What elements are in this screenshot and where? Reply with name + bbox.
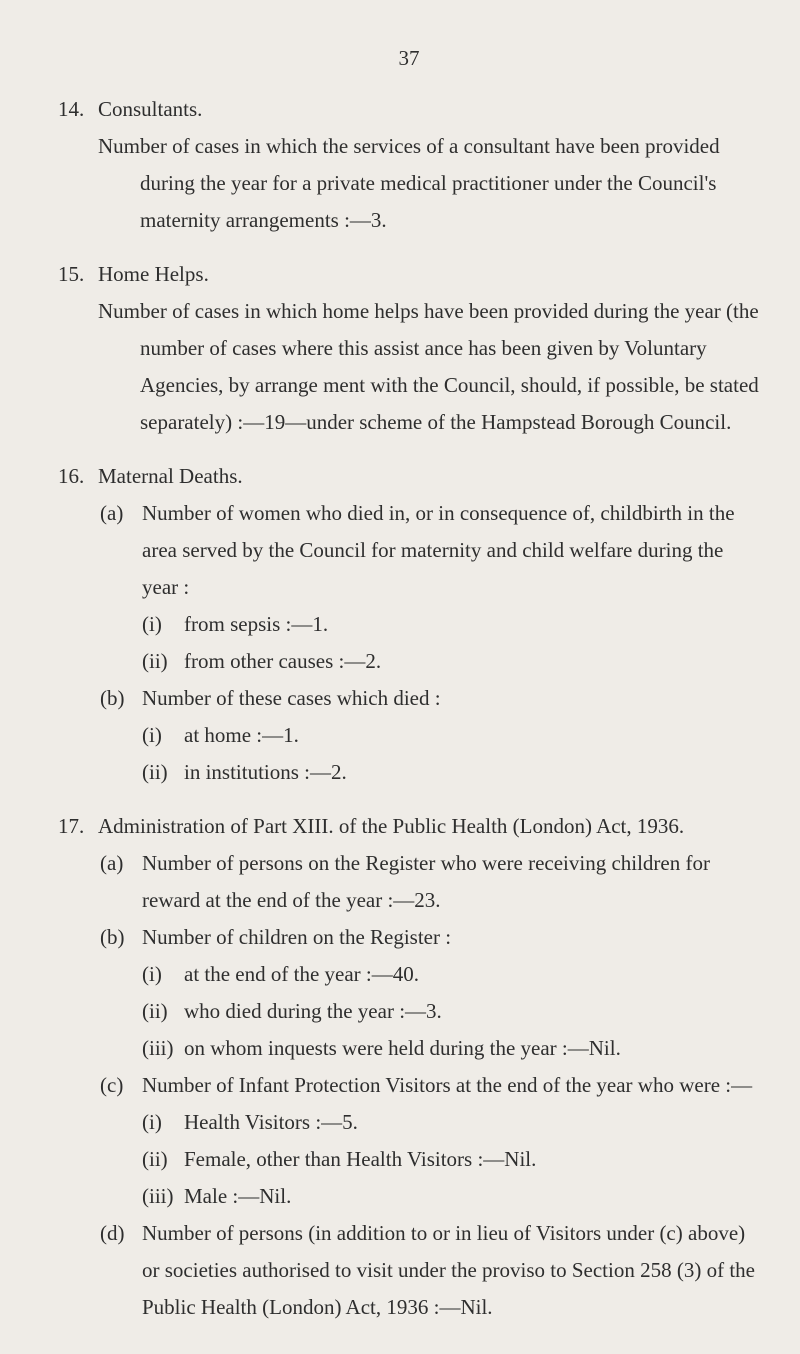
subitem [142, 1141, 760, 1178]
section-14 [58, 91, 760, 239]
section-heading [58, 458, 760, 495]
subitem [142, 754, 760, 791]
section-heading [58, 91, 760, 128]
subitem-text: from sepsis :—1. [184, 612, 329, 636]
item-text: Number of Infant Protection Visitors at the end of the year who were :— [142, 1073, 753, 1097]
subitem [142, 643, 760, 680]
subitem-text: Male :—Nil. [184, 1184, 292, 1208]
item-a [100, 495, 760, 606]
section-title: Maternal Deaths. [98, 464, 243, 488]
subitem [142, 1178, 760, 1215]
section-text: Number of cases in which home helps have been provided during the year (the number of cases where this assist ance has been given by Voluntary Agencies, by arrange ment with the Council, should, if possible, be stated separately) :—19—under scheme of the Hampstead Borough Council. [98, 299, 759, 434]
section-15 [58, 256, 760, 441]
subitem-label: (i) [142, 1110, 162, 1134]
subitem-label: (ii) [142, 760, 168, 784]
item-text: Number of persons (in addition to or in lieu of Visitors under (c) above) or societies authorised to visit under the proviso to Section 258 (3) of the Public Health (London) Act, 1936 :—Nil. [142, 1221, 755, 1319]
subitem-label: (ii) [142, 649, 168, 673]
page-number: 37 [398, 46, 420, 70]
item-b [100, 919, 760, 956]
item-a [100, 845, 760, 919]
subitem-label: (iii) [142, 1036, 174, 1060]
section-text: Number of cases in which the services of a consultant have been provided during the year for a private medical practitioner under the Council's maternity arrangements :—3. [98, 134, 720, 232]
subitem [142, 717, 760, 754]
subitem-text: on whom inquests were held during the year :—Nil. [184, 1036, 621, 1060]
section-title: Consultants. [98, 97, 203, 121]
subitem-text: at the end of the year :—40. [184, 962, 419, 986]
subitem-text: who died during the year :—3. [184, 999, 442, 1023]
subitem-label: (ii) [142, 999, 168, 1023]
item-text: Number of women who died in, or in consequence of, childbirth in the area served by the Council for maternity and child welfare during the year : [142, 501, 735, 599]
section-number: 17. [58, 814, 85, 838]
section-heading [58, 256, 760, 293]
subitem [142, 1104, 760, 1141]
subitem [142, 956, 760, 993]
item-c [100, 1067, 760, 1104]
item-label: (d) [100, 1221, 125, 1245]
subitem [142, 1030, 760, 1067]
section-17 [58, 808, 760, 1326]
item-text: Number of children on the Register : [142, 925, 452, 949]
subitem-text: in institutions :—2. [184, 760, 347, 784]
subitem-text: from other causes :—2. [184, 649, 382, 673]
subitem-label: (iii) [142, 1184, 174, 1208]
item-label: (a) [100, 501, 124, 525]
subitem [142, 993, 760, 1030]
item-label: (b) [100, 686, 125, 710]
subitem-text: Health Visitors :—5. [184, 1110, 358, 1134]
item-label: (a) [100, 851, 124, 875]
item-d [100, 1215, 760, 1326]
item-b [100, 680, 760, 717]
section-number: 14. [58, 97, 85, 121]
section-16 [58, 458, 760, 791]
item-label: (b) [100, 925, 125, 949]
item-label: (c) [100, 1073, 124, 1097]
item-text: Number of these cases which died : [142, 686, 441, 710]
section-number: 15. [58, 262, 85, 286]
section-heading [58, 808, 760, 845]
subitem-label: (ii) [142, 1147, 168, 1171]
subitem [142, 606, 760, 643]
subitem-label: (i) [142, 612, 162, 636]
subitem-label: (i) [142, 962, 162, 986]
section-number: 16. [58, 464, 85, 488]
subitem-text: Female, other than Health Visitors :—Nil. [184, 1147, 537, 1171]
subitem-label: (i) [142, 723, 162, 747]
section-title: Administration of Part XIII. of the Public Health (London) Act, 1936. [98, 814, 685, 838]
subitem-text: at home :—1. [184, 723, 299, 747]
item-text: Number of persons on the Register who were receiving children for reward at the end of the year :—23. [142, 851, 710, 912]
section-title: Home Helps. [98, 262, 209, 286]
